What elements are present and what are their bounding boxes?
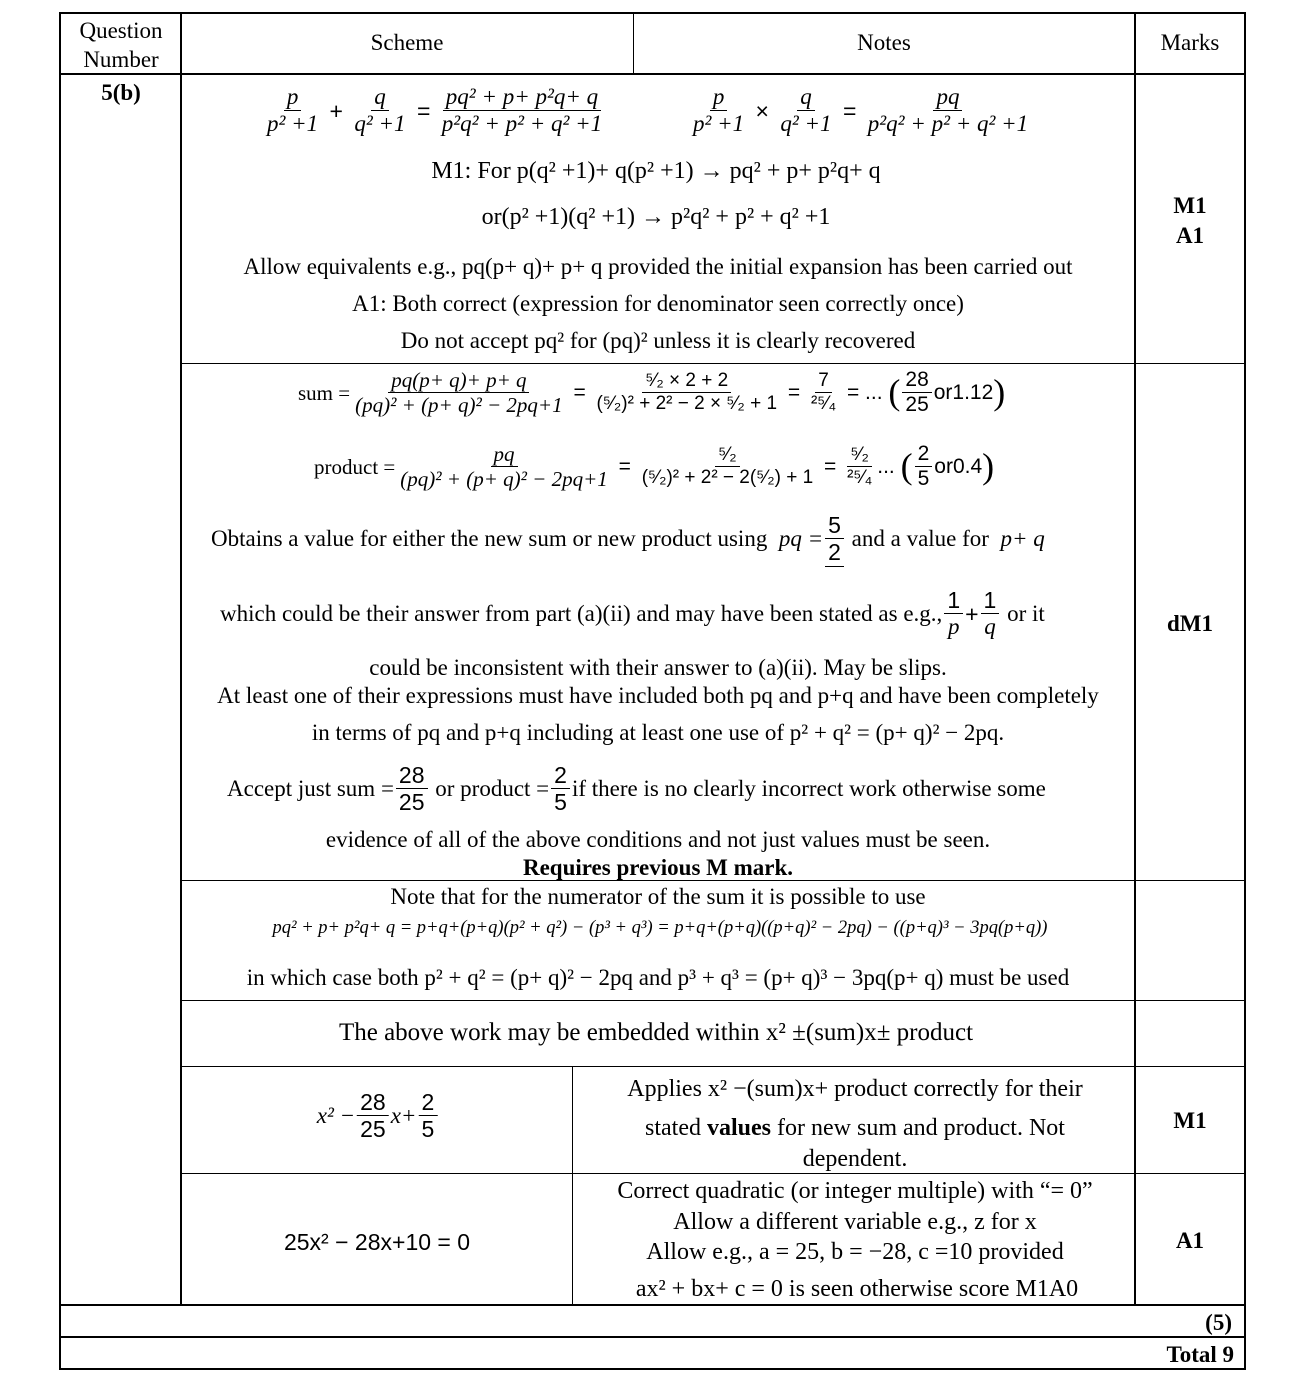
header-question-number: Question Number — [79, 18, 163, 72]
frac-num: 28 — [396, 762, 428, 789]
row2-evidence-line: evidence of all of the above conditions and not just values must be seen. — [325, 827, 991, 852]
col-divider-1 — [180, 12, 182, 1305]
alt-value: or1.12 — [933, 380, 994, 404]
table-border-left — [59, 12, 61, 1370]
frac-num: 5 — [825, 512, 844, 539]
product-label: product = — [314, 454, 396, 479]
alt-value: or0.4 — [934, 454, 983, 478]
row-divider-3 — [180, 1000, 1246, 1001]
frac-den: (⁵⁄₂)² + 2² − 2(⁵⁄₂) + 1 — [641, 467, 814, 489]
row3-note-line: Note that for the numerator of the sum it is possible to use — [390, 884, 926, 909]
frac-den: q² +1 — [780, 111, 832, 137]
frac-num: 2 — [418, 1089, 437, 1116]
frac-num: pq² + p+ p²q+ q — [443, 84, 601, 111]
text: and a value for — [851, 526, 989, 552]
frac-den: 25 — [360, 1116, 386, 1143]
row6-note4: ax² + bx+ c = 0 is seen otherwise score M1A0 — [635, 1276, 1079, 1302]
frac-den: (pq)² + (p+ q)² − 2pq+1 — [400, 467, 608, 492]
row5-note3: dependent. — [802, 1146, 908, 1172]
row6-scheme: 25x² − 28x+10 = 0 — [283, 1229, 471, 1255]
row1-sum-expression: $\frac{p}{\text{p² +1}}$ + $\frac{q}{\text{q² +1}}$ = $\frac{\text{pq² + p+ p²q+ q}}{\text{p²q² + p² + q² +1}}$ — [262, 84, 607, 138]
table-border-right — [1244, 12, 1246, 1370]
row1-mark-a1: A1 — [1175, 223, 1205, 248]
frac-den: 5 — [554, 789, 567, 816]
row1-allow-line: Allow equivalents e.g., pq(p+ q)+ p+ q provided the initial expansion has been carried out — [243, 254, 1073, 279]
row5-mark: M1 — [1173, 1108, 1207, 1133]
frac-den: ²⁵⁄₄ — [847, 467, 873, 489]
row2-could-line: could be inconsistent with their answer to (a)(ii). May be slips. — [369, 655, 947, 680]
subtotal-marks: (5) — [1205, 1310, 1232, 1335]
row6-note3: Allow e.g., a = 25, b = −28, c =10 provided — [646, 1239, 1064, 1265]
row1-product-expression: $\frac{p}{\text{p² +1}}$ × $\frac{q}{\text{q² +1}}$ = $\frac{pq}{\text{p²q² + p² + q² +1}}$ — [688, 84, 1033, 138]
row1-or-line: or(p² +1)(q² +1) → p²q² + p² + q² +1 — [481, 204, 831, 230]
frac-den: p²q² + p² + q² +1 — [441, 111, 603, 137]
row6-note1: Correct quadratic (or integer multiple) with “= 0” — [617, 1178, 1093, 1204]
text: x+ — [390, 1102, 417, 1128]
row6-mark: A1 — [1175, 1228, 1205, 1253]
row-divider-6 — [59, 1304, 1246, 1306]
frac-den: q — [984, 614, 996, 640]
row2-sum-expression: sum = $\frac{pq(p+ q)+ p+ q}{\text{(pq)² + (p+ q)² − 2pq+1}}$ = $\frac{\text{⁵⁄₂ × 2 + 2}}{\text{(⁵⁄₂)² + 2² − 2 × ⁵⁄₂ + 1}}$ = $\frac{7}{\text{²⁵⁄₄}}$ = ... ( $\frac{28}{25}$ or1.12 ) — [298, 368, 1006, 418]
text: or product = — [435, 775, 550, 801]
row2-least-line: At least one of their expressions must have included both pq and p+q and have been completely — [217, 683, 1099, 708]
text: if there is no clearly incorrect work otherwise some — [571, 775, 1046, 801]
frac-num: q — [797, 84, 815, 111]
text: which could be their answer from part (a)(ii) and may have been stated as e.g., — [220, 600, 943, 626]
frac-den: p²q² + p² + q² +1 — [867, 111, 1029, 137]
row6-note2: Allow a different variable e.g., z for x — [673, 1209, 1037, 1235]
frac-den: ²⁵⁄₄ — [810, 393, 837, 415]
total-marks: Total 9 — [1166, 1342, 1234, 1367]
frac-den: 5 — [917, 467, 930, 491]
col-divider-lower-notes — [572, 1066, 573, 1305]
question-number: 5(b) — [101, 80, 141, 105]
frac-den: q² +1 — [354, 111, 406, 137]
frac-den: 25 — [905, 393, 929, 417]
row1-dna-line: Do not accept pq² for (pq)² unless it is clearly recovered — [400, 328, 916, 353]
col-divider-header-notes — [633, 12, 634, 74]
frac-num: 28 — [902, 368, 931, 393]
row5-scheme — [317, 1089, 440, 1143]
header-bottom — [59, 73, 1246, 75]
frac-num: q — [371, 84, 389, 111]
text: or it — [1007, 600, 1045, 626]
row1-a1-line: A1: Both correct (expression for denominator seen correctly once) — [352, 291, 964, 316]
row2-product-expression: product = $\frac{pq}{\text{(pq)² + (p+ q)² − 2pq+1}}$ = $\frac{\text{⁵⁄₂}}{\text{(⁵⁄₂)² + 2² − 2(⁵⁄₂) + 1}}$ = $\frac{\text{⁵⁄₂}}{\text{²⁵⁄₄}}$ ... ( $\frac{2}{5}$ or0.4 ) — [314, 442, 995, 492]
frac-den: (⁵⁄₂)² + 2² − 2 × ⁵⁄₂ + 1 — [596, 393, 778, 415]
table-border-bottom — [59, 1368, 1246, 1370]
text: stated — [645, 1115, 702, 1141]
text: for new sum and product. Not — [777, 1115, 1065, 1141]
row-divider-1 — [180, 363, 1246, 364]
row2-which-line: which could be their answer from part (a)(ii) and may have been stated as e.g., $\frac{1}{p}$ + $\frac{1}{q}$ or it — [220, 587, 1045, 640]
row1-m1-line: M1: For p(q² +1)+ q(p² +1) → pq² + p+ p²q+ q — [431, 158, 881, 184]
row2-requires-line: Requires previous M mark. — [522, 855, 794, 880]
frac-num: ⁵⁄₂ × 2 + 2 — [642, 370, 731, 393]
frac-den: 2 — [825, 539, 844, 566]
frac-den: p — [947, 614, 960, 640]
text: x² − — [316, 1102, 356, 1128]
row2-terms-line: in terms of pq and p+q including at least one use of p² + q² = (p+ q)² − 2pq. — [311, 720, 1005, 745]
frac-den: p² +1 — [693, 111, 745, 137]
frac-num: 7 — [815, 370, 832, 393]
col-divider-marks — [1134, 12, 1136, 1305]
row2-mark: dM1 — [1167, 611, 1213, 636]
frac-num: ⁵⁄₂ — [847, 444, 871, 467]
frac-num: p — [710, 84, 728, 111]
row-divider-4 — [180, 1066, 1246, 1067]
frac-num: pq(p+ q)+ p+ q — [388, 368, 529, 393]
row2-accept-line — [227, 762, 1046, 816]
frac-num: ⁵⁄₂ — [715, 444, 739, 467]
header-notes: Notes — [857, 30, 911, 55]
text: Obtains a value for either the new sum or new product using — [211, 526, 768, 552]
header-marks: Marks — [1160, 30, 1220, 55]
row-divider-7 — [59, 1336, 1246, 1338]
row4-embed-line: The above work may be embedded within x² ±(sum)x± product — [338, 1019, 974, 1046]
row2-obtain-line: Obtains a value for either the new sum or new product using pq = $\frac{5}{2}$ and a value for p+ q — [211, 512, 1045, 566]
text-bold: values — [707, 1115, 772, 1141]
table-border-top — [59, 12, 1246, 14]
frac-num: pq — [491, 442, 518, 467]
frac-num: 2 — [915, 442, 933, 467]
header-scheme: Scheme — [370, 30, 444, 55]
frac-num: 1 — [981, 587, 1000, 614]
frac-num: p — [284, 84, 302, 111]
frac-num: pq — [933, 84, 962, 111]
row3-case-line: in which case both p² + q² = (p+ q)² − 2pq and p³ + q³ = (p+ q)³ − 3pq(p+ q) must be used — [246, 965, 1070, 990]
frac-den: 25 — [398, 789, 425, 816]
row3-expr-line: pq² + p+ p²q+ q = p+q+(p+q)(p² + q²) − (p³ + q³) = p+q+(p+q)((p+q)² − 2pq) − ((p+q)³ − 3pq(p+q)) — [272, 918, 1048, 938]
frac-num: 1 — [944, 587, 963, 614]
row-divider-5 — [180, 1173, 1246, 1174]
frac-den: p² +1 — [267, 111, 319, 137]
frac-den: (pq)² + (p+ q)² − 2pq+1 — [355, 393, 563, 418]
row5-note1: Applies x² −(sum)x+ product correctly for their — [627, 1076, 1083, 1102]
row5-note2 — [645, 1115, 1065, 1143]
sum-label: sum = — [298, 380, 351, 405]
row1-mark-m1: M1 — [1173, 193, 1207, 218]
frac-num: 2 — [551, 762, 570, 789]
frac-den: 5 — [421, 1116, 435, 1143]
frac-num: 28 — [357, 1089, 389, 1116]
text: Accept just sum = — [227, 775, 394, 801]
